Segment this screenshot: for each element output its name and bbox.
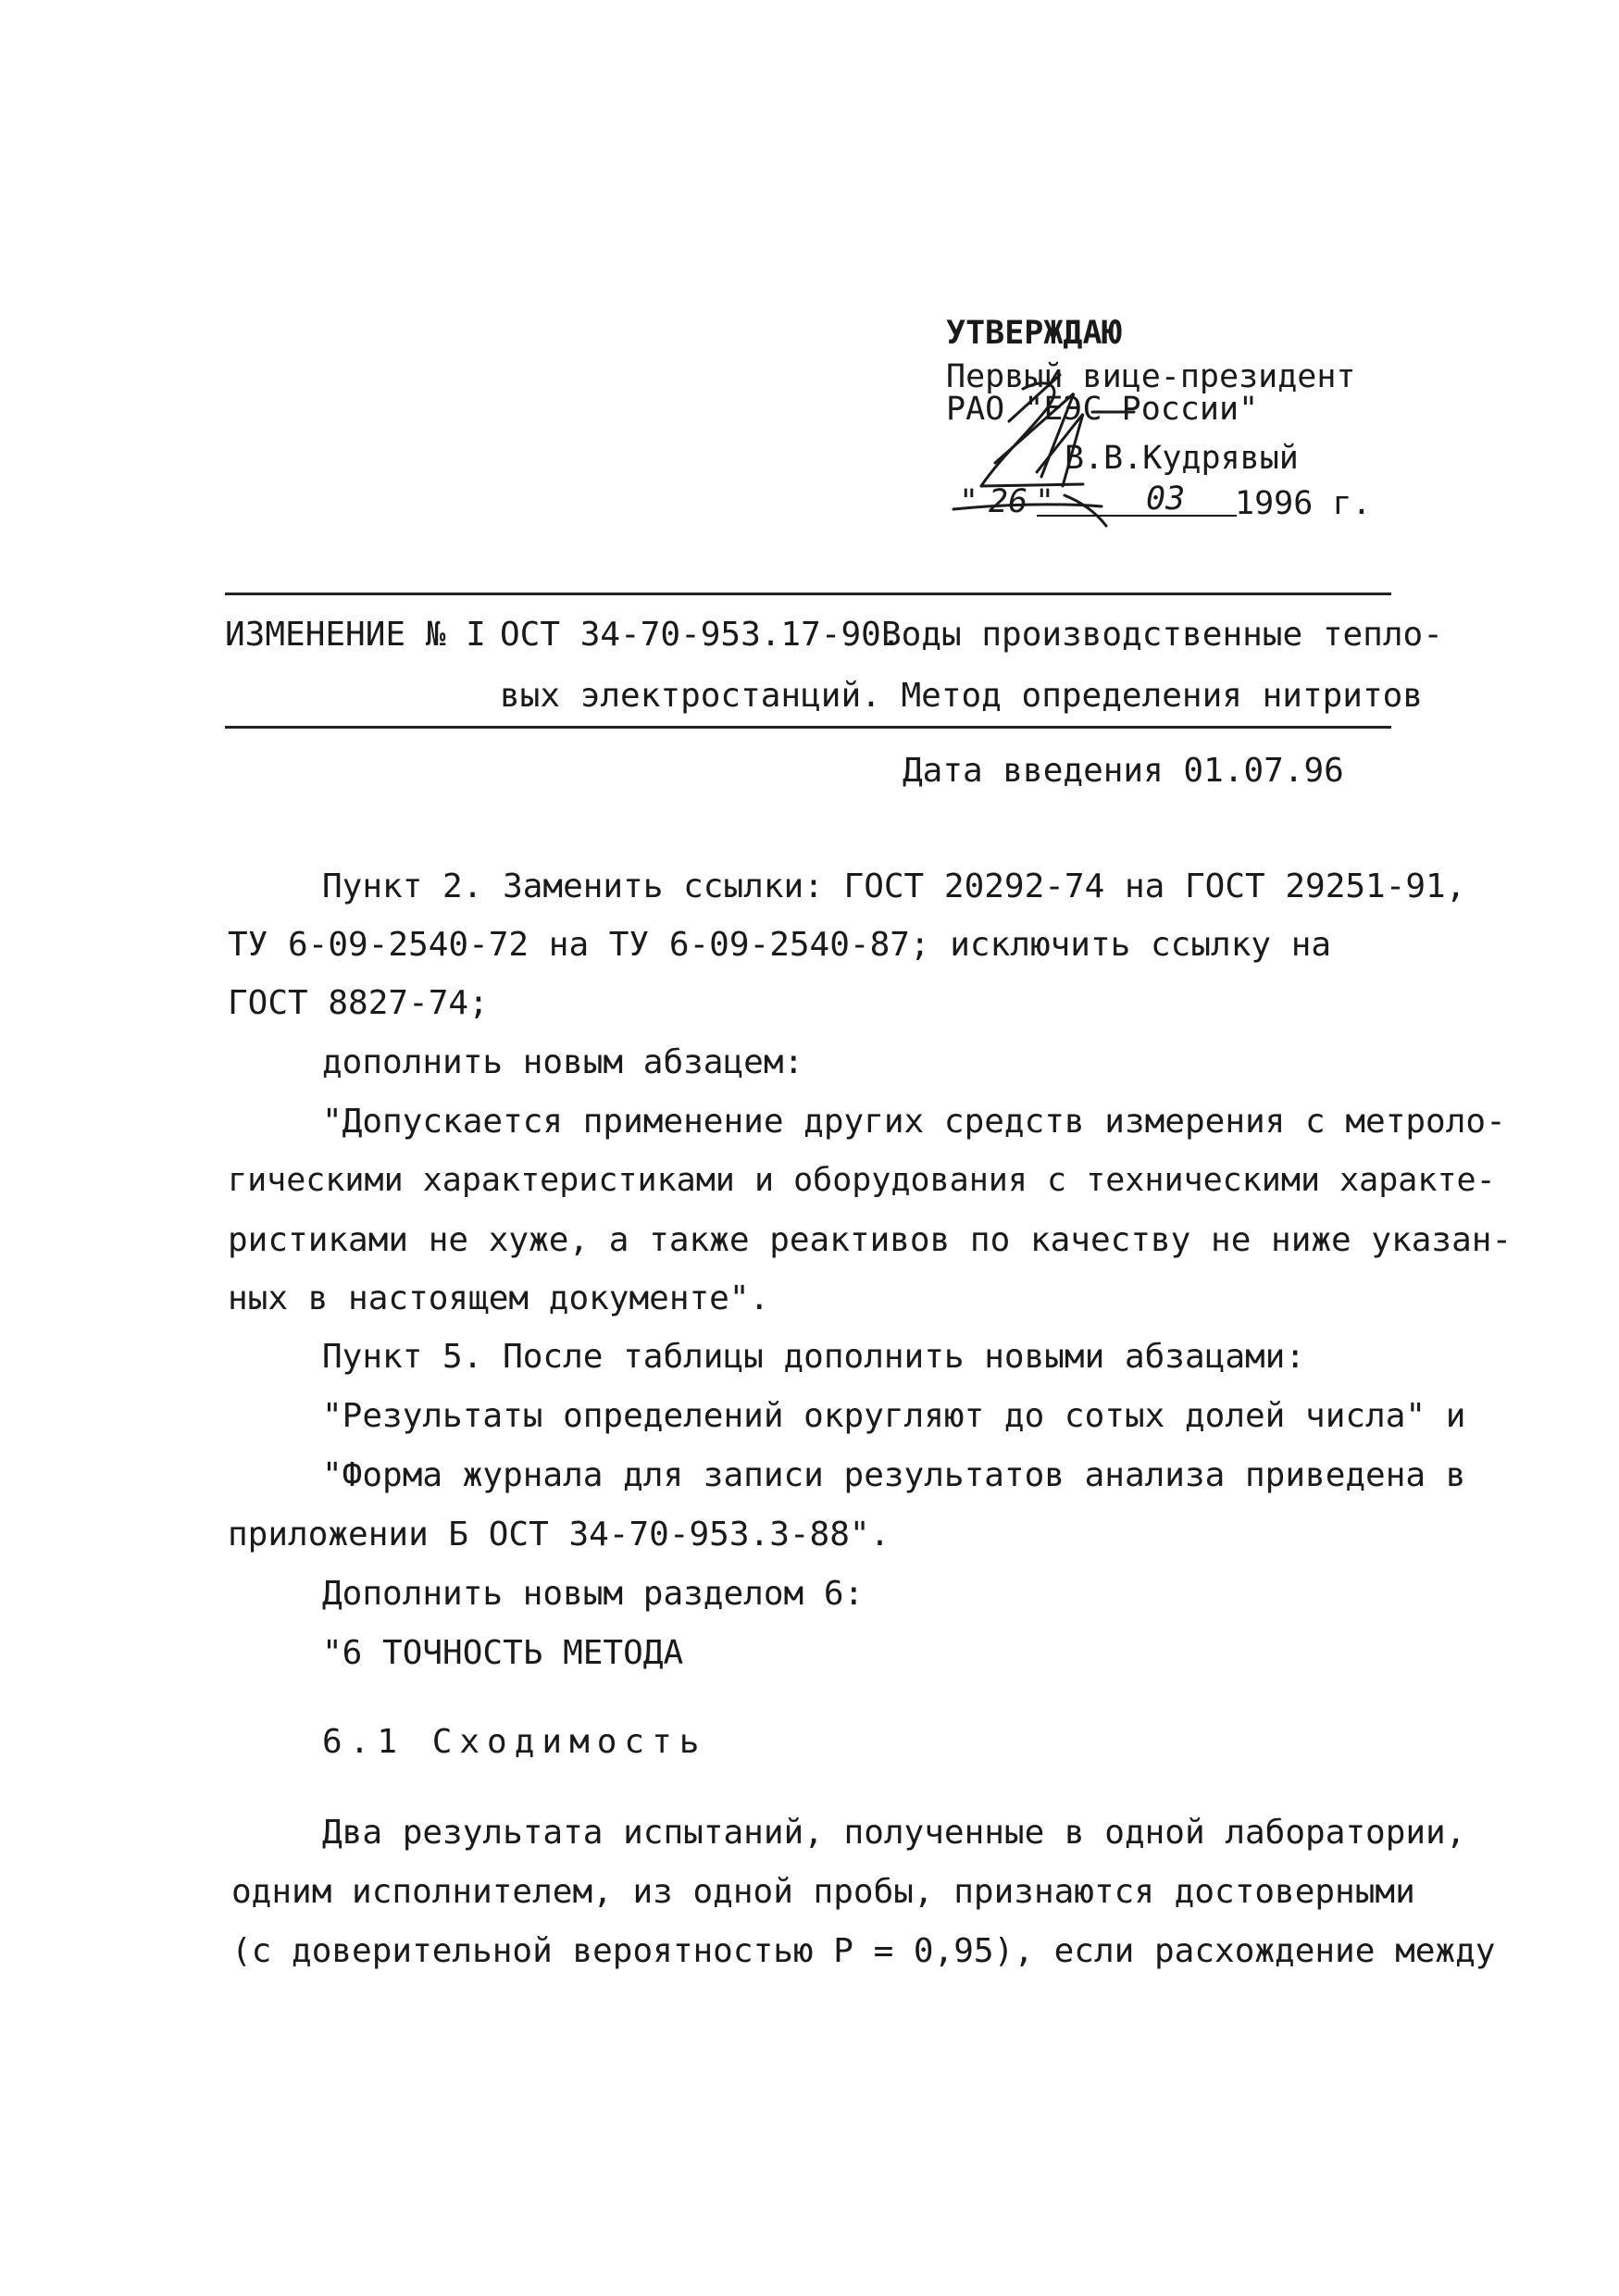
change-label: ИЗМЕНЕНИЕ № I (225, 616, 486, 654)
header-bottom-rule (225, 726, 1391, 729)
body-line: ТУ 6-09-2540-72 на ТУ 6-09-2540-87; исключить ссылку на (228, 926, 1332, 964)
body-line: гическими характеристиками и оборудования с техническими характе- (228, 1162, 1496, 1199)
title-line2: вых электростанций. Метод определения нитритов (500, 677, 1423, 715)
approval-date-quote-close: " (1035, 483, 1055, 520)
approval-signer: В.В.Кудрявый (1065, 440, 1299, 477)
header-top-rule (225, 593, 1391, 595)
approval-date-day: 26 (989, 483, 1028, 520)
approval-date-year: 1996 г. (1235, 485, 1372, 522)
approval-date-quote-open: " (959, 483, 979, 520)
body-line: Дополнить новым разделом 6: (322, 1575, 865, 1613)
approval-date-month: 03 (1146, 480, 1186, 518)
body-line: приложении Б ОСТ 34-70-953.3-88". (228, 1516, 890, 1554)
handwritten-signature-icon (944, 356, 1250, 532)
body-line: ГОСТ 8827-74; (228, 984, 489, 1022)
section-title: "6 ТОЧНОСТЬ МЕТОДА (322, 1634, 684, 1672)
body-line: (с доверительной вероятностью Р = 0,95), если расхождение между (231, 1932, 1496, 1970)
subsection-title: 6.1 Сходимость (322, 1723, 707, 1761)
standard-number: ОСТ 34-70-953.17-90. (500, 616, 902, 654)
approval-position-line2: РАО "ЕЭС России" (946, 391, 1259, 428)
title-line1: Воды производственные тепло- (881, 616, 1443, 654)
approval-title: УТВЕРЖДАЮ (946, 315, 1122, 352)
body-line: ных в настоящем документе". (228, 1279, 770, 1317)
body-line: "Результаты определений округляют до сотых долей числа" и (322, 1397, 1466, 1435)
introduction-date: Дата введения 01.07.96 (903, 752, 1344, 790)
body-line: "Форма журнала для записи результатов анализа приведена в (322, 1456, 1466, 1494)
approval-position-line1: Первый вице-президент (946, 358, 1356, 395)
body-line: ристиками не хуже, а также реактивов по качеству не ниже указан- (228, 1221, 1513, 1259)
body-line: Пункт 2. Заменить ссылки: ГОСТ 20292-74 на ГОСТ 29251-91, (322, 867, 1466, 905)
body-line: "Допускается применение других средств измерения с метроло- (322, 1103, 1506, 1141)
body-line: Два результата испытаний, полученные в одной лаборатории, (322, 1814, 1466, 1852)
body-line: Пункт 5. После таблицы дополнить новыми абзацами: (322, 1338, 1306, 1376)
body-line: одним исполнителем, из одной пробы, признаются достоверными (231, 1873, 1415, 1911)
body-line: дополнить новым абзацем: (322, 1043, 804, 1081)
